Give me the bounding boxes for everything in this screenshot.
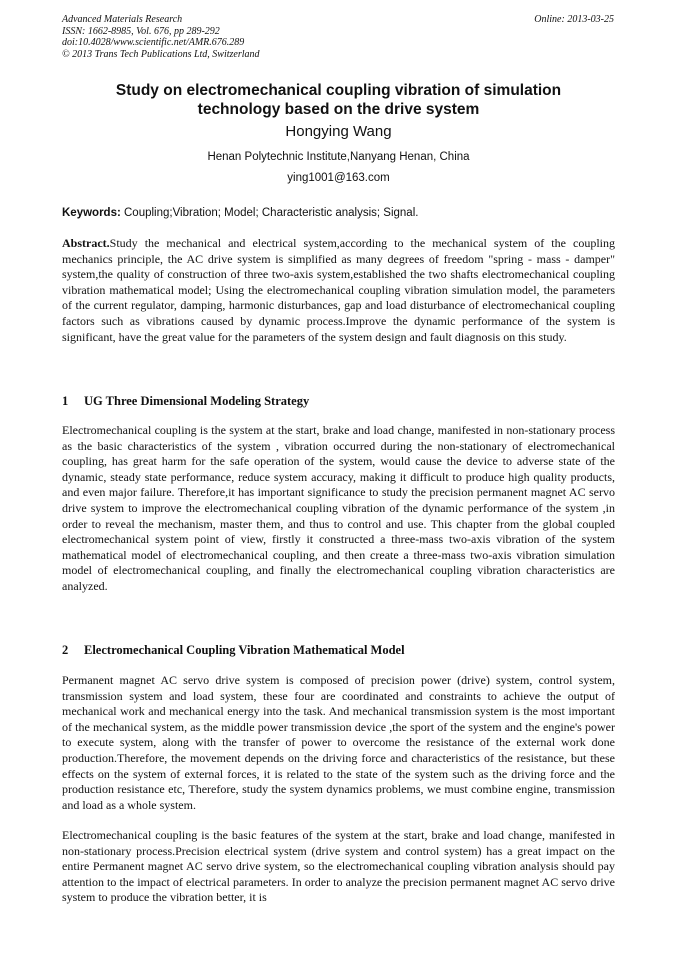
section-title: UG Three Dimensional Modeling Strategy <box>84 394 310 408</box>
keywords-label: Keywords: <box>62 207 121 219</box>
paper-title <box>62 81 615 119</box>
section-number: 2 <box>62 643 69 657</box>
author-affiliation: Henan Polytechnic Institute,Nanyang Henan, China <box>207 151 470 163</box>
section-heading-2 <box>62 642 615 658</box>
doi-line: doi:10.4028/www.scientific.net/AMR.676.289 <box>62 37 245 48</box>
copyright-line: © 2013 Trans Tech Publications Ltd, Switzerland <box>62 48 260 60</box>
abstract-text: Study the mechanical and electrical system,according to the mechanical system of the coupling mechanics principle, the AC drive system is simplified as many degrees of freedom "spring - mass - damper" system,the quality of construction of three two-axis system,established the two shafts electromechanical coupling vibration mathematical model; Using the electromechanical coupling vibration simulation model, the parameters of the current regulator, damping, harmonic disturbances, gap and load disturbance of electromechanical coupling factors such as vibrations caused by dynamic process.Improve the dynamic performance of the system is significant, have the great value for the parameters of the system design and fault diagnosis on this study. <box>62 236 615 344</box>
section-2-paragraph-2: Electromechanical coupling is the basic features of the system at the start, brake and load change, manifested in non-stationary process.Precision electrical system (drive system and control system) has a great impact on the entire Permanent magnet AC servo drive system, so the electromechanical coupling vibration analysis should pay attention to the impact of electrical parameters. In order to analyze the precision permanent magnet AC servo drive system to produce the vibration better, it is <box>62 828 615 905</box>
journal-name: Advanced Materials Research <box>62 14 183 25</box>
abstract <box>62 236 615 345</box>
section-number: 1 <box>62 394 69 408</box>
title-line-2: technology based on the drive system <box>197 101 480 118</box>
section-2-paragraph-1: Permanent magnet AC servo drive system is composed of precision power (drive) system, control system, transmission system and load system, these four are coordinated and constraints to achieve the output of mechanical work and mechanical energy into the task. And mechanical transmission system is the most important of the mechanical system, as the middle power transmission device ,the sport of the system and the engine's power to execute system, along with the transfer of power to overcome the resistance of the external work done production.Therefore, the movement depends on the driving force and characteristics of the resistance, but these effects on the system of external forces, it is related to the state of the system such as the driving force and the production resistance etc, Therefore, study the system dynamics problems, we must combine engine, transmission and load as a whole system. <box>62 673 615 812</box>
author-email: ying1001@163.com <box>287 172 390 184</box>
author-name: Hongying Wang <box>285 123 392 140</box>
section-heading-1 <box>62 393 615 409</box>
section-1-paragraph: Electromechanical coupling is the system at the start, brake and load change, manifested in non-stationary process as the basic characteristics of the system , vibration occurred during the non-stationary of electromechanical coupling, has great harm for the safe operation of the system, would cause the device to adverse state of the dynamic, steady state performance, reduce system accuracy, making it difficult to produce high quality products, and even major failure. Therefore,it has important significance to study the precision permanent magnet AC servo drive system to improve the electromechanical coupling vibration of the dynamic performance of the system ,in order to reveal the mechanism, master them, and thus to control and use. This chapter from the global coupled electromechanical system point of view, firstly it constructed a three-mass two-axis vibration of the system mathematical model of electromechanical coupling, and then create a three-mass two-axis vibration simulation model of electromechanical coupling, and finally the electromechanical coupling vibration characteristics are analyzed. <box>62 423 615 593</box>
title-line-1: Study on electromechanical coupling vibration of simulation <box>115 82 562 99</box>
journal-header <box>62 14 260 60</box>
section-title: Electromechanical Coupling Vibration Mathematical Model <box>84 643 405 657</box>
issn-line: ISSN: 1662-8985, Vol. 676, pp 289-292 <box>62 25 220 37</box>
keywords <box>62 205 615 221</box>
abstract-label: Abstract. <box>62 236 110 250</box>
online-date: Online: 2013-03-25 <box>534 14 614 25</box>
keywords-list: Coupling;Vibration; Model; Characteristic analysis; Signal. <box>120 207 419 219</box>
